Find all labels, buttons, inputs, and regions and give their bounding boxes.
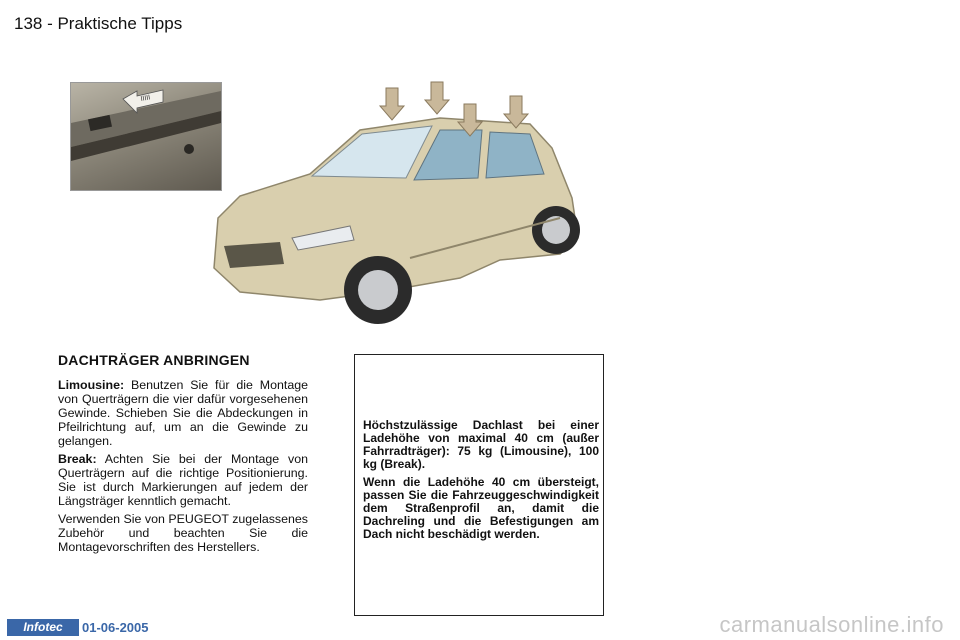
section-title: DACHTRÄGER ANBRINGEN [58,352,250,368]
warning-speed: Wenn die Ladehöhe 40 cm übersteigt, passen Sie die Fahrzeuggeschwindigkeit dem Straßenprofil an, damit die Dachreling und die Befestigungen am Dach nicht beschädigt werden. [363,475,599,541]
warning-box [354,354,604,616]
footer-date: 01-06-2005 [82,620,149,635]
car-illustration [200,78,600,340]
text-break: Achten Sie bei der Montage von Querträgern auf die richtige Positionierung. Sie ist durch Markierungen auf jedem der Längsträger kenntlich gemacht. [58,452,308,508]
paragraph-break [58,452,308,508]
instructions-column [58,378,308,558]
warning-load: Höchstzulässige Dachlast bei einer Ladehöhe von maximal 40 cm (außer Fahrradträger): 75 kg (Limousine), 100 kg (Break). [363,418,599,471]
page-title: 138 - Praktische Tipps [14,14,183,33]
label-limousine: Limousine: [58,378,125,392]
svg-text:IIIII: IIIII [140,94,151,103]
paragraph-accessories: Verwenden Sie von PEUGEOT zugelassenes Zubehör und beachten Sie die Montagevorschriften des Herstellers. [58,512,308,554]
warning-text [363,419,599,546]
text-limousine: Benutzen Sie für die Montage von Querträgern die vier dafür vorgesehenen Gewinde. Schieben Sie die Abdeckungen in Pfeilrichtung auf, um an die Gewinde zu gelangen. [58,378,308,448]
paragraph-limousine [58,378,308,448]
infotec-logo: Infotec [7,619,79,636]
label-break: Break: [58,452,97,466]
watermark: carmanualsonline.info [719,612,944,637]
